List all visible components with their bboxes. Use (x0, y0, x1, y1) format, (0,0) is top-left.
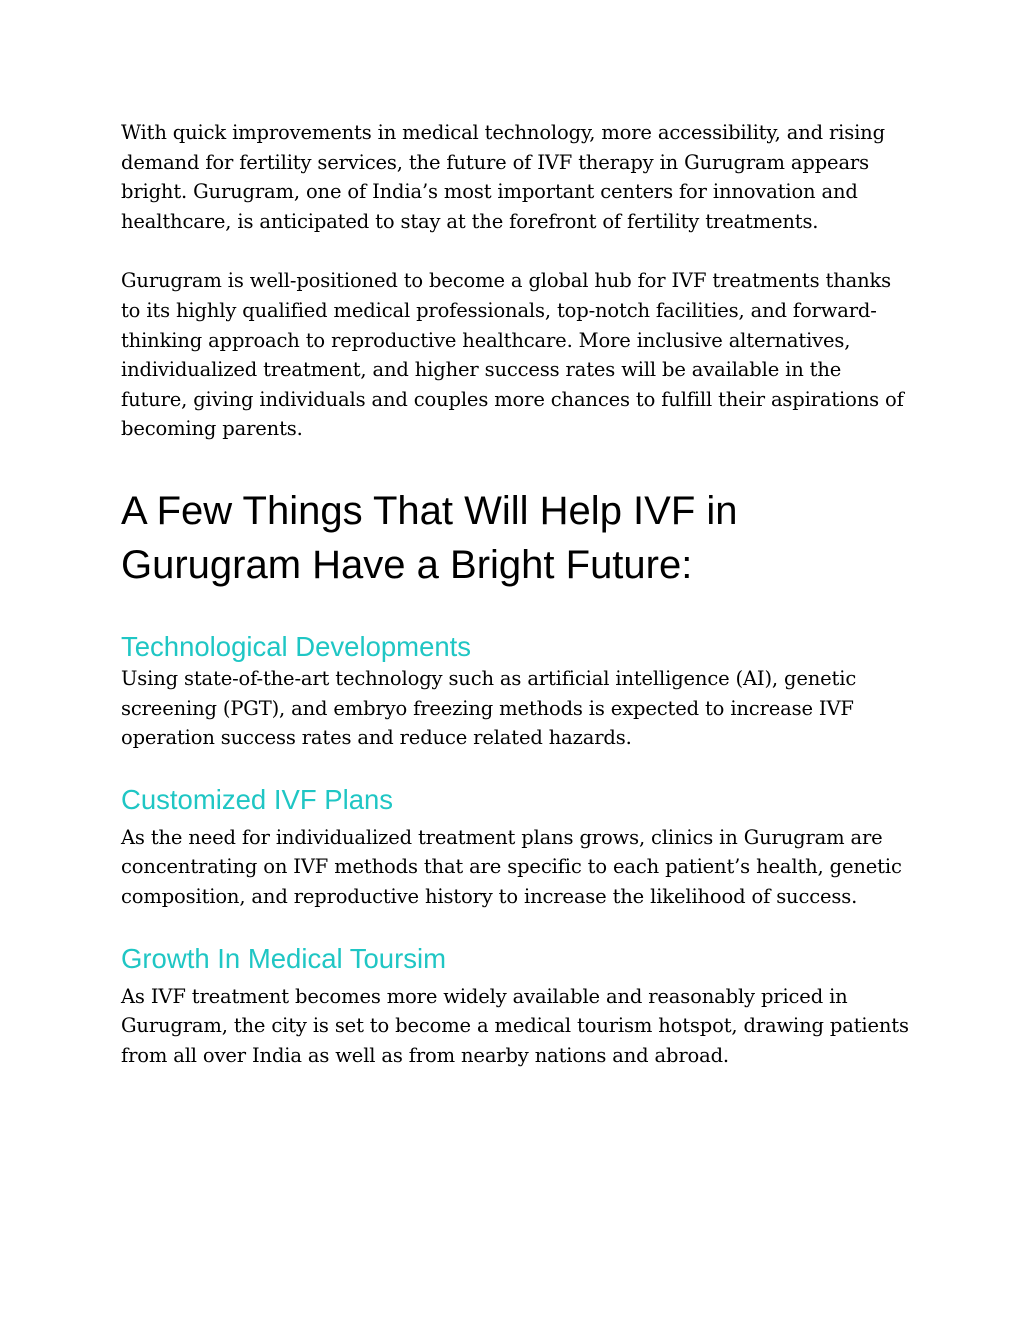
section-body: As the need for individualized treatment plans grows, clinics in Gurugram are concentrating on IVF methods that are specific to each patient’s health, genetic composition, and reproductive history to increase the likelihood of success. (121, 825, 902, 908)
section-body: As IVF treatment becomes more widely available and reasonably priced in Gurugram, the city is set to become a medical tourism hotspot, drawing patients from all over India as well as from nearby nations and abroad. (121, 984, 909, 1067)
section-growth-in-medical-tourism (121, 942, 911, 1071)
intro-paragraph: Gurugram is well-positioned to become a global hub for IVF treatments thanks to its highly qualified medical professionals, top-notch facilities, and forward-thinking approach to reproductive healthcare. More inclusive alternatives, individualized treatment, and higher success rates will be available in the future, giving individuals and couples more chances to fulfill their aspirations of becoming parents. (121, 269, 904, 441)
section-heading: Technological Developments (121, 630, 472, 662)
section-customized-ivf-plans (121, 783, 911, 912)
document-page (121, 118, 911, 1070)
section-heading: Customized IVF Plans (121, 783, 394, 815)
main-heading: A Few Things That Will Help IVF in Gurugram Have a Bright Future: (121, 488, 738, 587)
section-heading: Growth In Medical Toursim (121, 942, 447, 974)
section-body: Using state-of-the-art technology such as artificial intelligence (AI), genetic screening (PGT), and embryo freezing methods is expected to increase IVF operation success rates and reduce related hazards. (121, 666, 857, 750)
intro-paragraph: With quick improvements in medical technology, more accessibility, and rising demand for fertility services, the future of IVF therapy in Gurugram appears bright. Gurugram, one of India’s most important centers for innovation and healthcare, is anticipated to stay at the forefront of fertility treatments. (121, 121, 885, 233)
section-technological-developments (121, 630, 911, 753)
